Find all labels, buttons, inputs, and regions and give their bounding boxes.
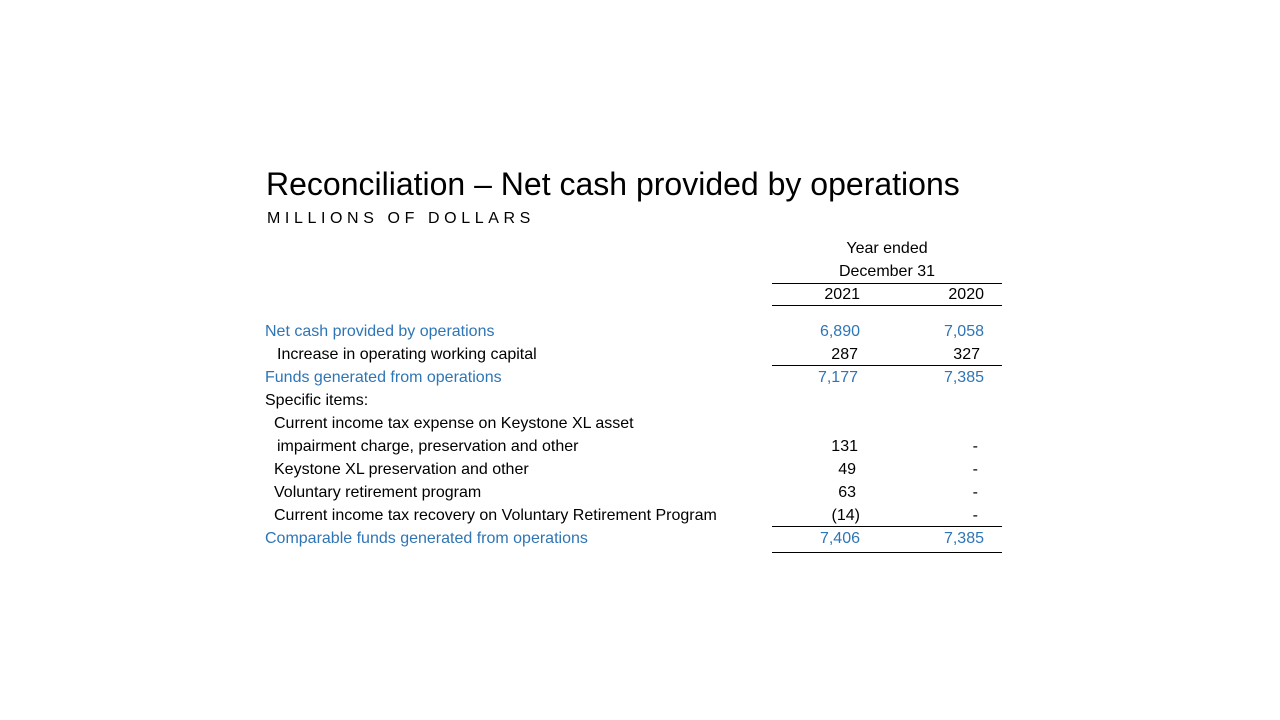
row-value-2021: 131 — [831, 438, 858, 455]
header-rule-bottom — [772, 305, 1002, 306]
row-value-2020: - — [972, 461, 978, 478]
row-label: Net cash provided by operations — [265, 323, 495, 340]
row-label: Comparable funds generated from operations — [265, 530, 588, 547]
column-header-2021: 2021 — [824, 286, 860, 303]
row-value-2020: - — [972, 507, 978, 524]
units-subtitle: MILLIONS OF DOLLARS — [267, 210, 535, 227]
row-label: impairment charge, preservation and other — [277, 438, 579, 455]
row-label: Specific items: — [265, 392, 369, 409]
slide-title: Reconciliation – Net cash provided by operations — [266, 166, 960, 202]
row-value-2021: 7,177 — [817, 369, 858, 386]
row-value-2020: 327 — [953, 346, 980, 363]
period-header-line2: December 31 — [838, 263, 936, 280]
row-value-2021: 287 — [831, 346, 858, 363]
row-value-2021: 7,406 — [819, 530, 860, 547]
row-value-2020: 7,058 — [943, 323, 984, 340]
row-value-2021: 49 — [838, 461, 856, 478]
row-value-2021: (14) — [831, 507, 860, 524]
row-label: Keystone XL preservation and other — [274, 461, 529, 478]
subtotal-rule — [772, 365, 1002, 366]
row-label: Voluntary retirement program — [274, 484, 482, 501]
column-header-2020: 2020 — [948, 286, 984, 303]
row-value-2020: 7,385 — [943, 530, 984, 547]
row-label: Funds generated from operations — [265, 369, 502, 386]
period-header-line1: Year ended — [846, 240, 928, 257]
total-rule-bottom — [772, 552, 1002, 553]
row-label: Current income tax expense on Keystone XL asset — [274, 415, 634, 432]
total-rule-top — [772, 526, 1002, 527]
row-value-2020: 7,385 — [943, 369, 984, 386]
row-value-2021: 63 — [838, 484, 856, 501]
row-label: Increase in operating working capital — [277, 346, 537, 363]
row-value-2021: 6,890 — [819, 323, 860, 340]
row-label: Current income tax recovery on Voluntary Retirement Program — [274, 507, 717, 524]
header-rule-top — [772, 283, 1002, 284]
row-value-2020: - — [972, 438, 978, 455]
row-value-2020: - — [972, 484, 978, 501]
